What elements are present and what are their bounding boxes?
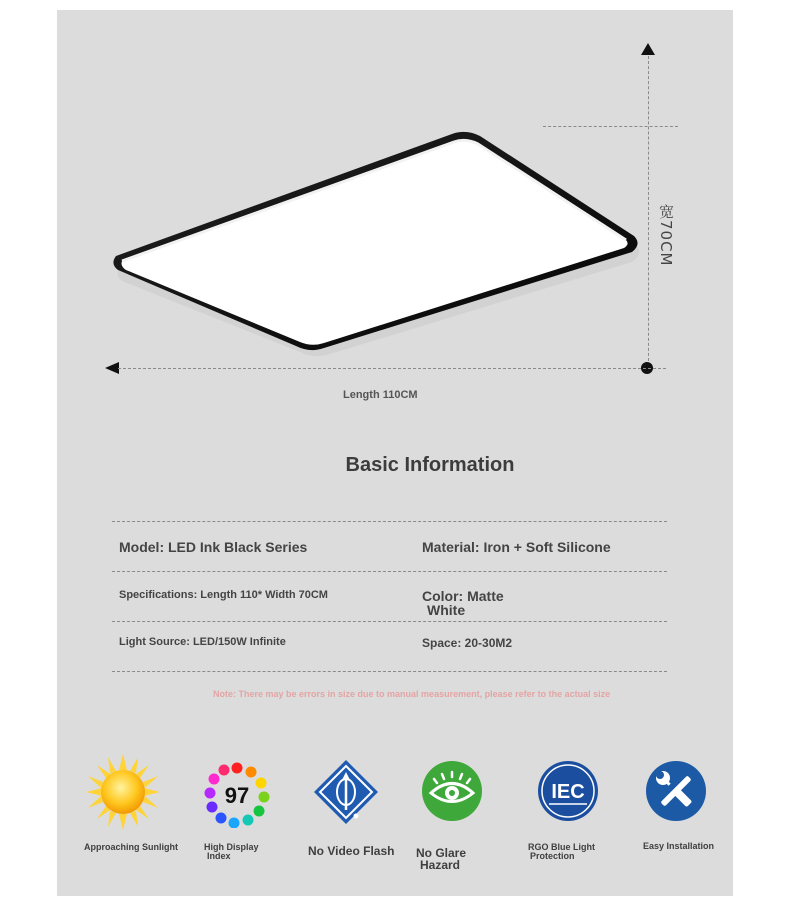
feature-label-easy-install: Easy Installation [643,841,715,851]
spec-model: Model: LED Ink Black Series [119,539,308,555]
width-dimension-line [648,56,649,366]
table-divider [112,521,667,522]
color-wheel-icon [203,762,271,828]
measurement-note: Note: There may be errors in size due to manual measurement, please refer to the actual size [213,689,611,699]
table-divider [112,571,667,572]
spec-color [422,589,504,617]
spec-light-source: Light Source: LED/150W Infinite [119,636,286,648]
feature-label-blue-light: RGO Blue Light Protection [528,842,595,861]
feature-label-no-glare: No Glare Hazard [416,846,467,872]
table-divider [112,671,667,672]
width-extension-line [543,126,678,127]
iec-icon [537,760,599,822]
spec-dimensions: Specifications: Length 110* Width 70CM [119,589,328,601]
feature-label-no-flash: No Video Flash [308,844,395,858]
feature-label-sunlight: Approaching Sunlight [84,842,178,852]
spec-color-line1: Color: Matte [422,588,504,604]
tools-icon [645,760,707,822]
spec-material: Material: Iron + Soft Silicone [422,539,611,555]
width-label: 宽70CM [657,204,675,267]
sun-icon [86,754,160,830]
arrow-up-icon [640,42,656,56]
no-flash-icon [312,758,380,826]
iec-badge: IEC [551,781,585,803]
length-label: Length 110CM [343,389,418,401]
feature-label-display-index: High Display Index [204,842,259,861]
table-divider [112,621,667,622]
spec-color-line2: White [427,602,466,618]
eye-icon [421,760,483,822]
spec-space: Space: 20-30M2 [422,636,513,650]
ceiling-lamp-image [100,120,660,370]
color-index-badge: 97 [224,783,250,808]
length-dimension-line [118,368,666,369]
section-title: Basic Information [345,454,515,476]
